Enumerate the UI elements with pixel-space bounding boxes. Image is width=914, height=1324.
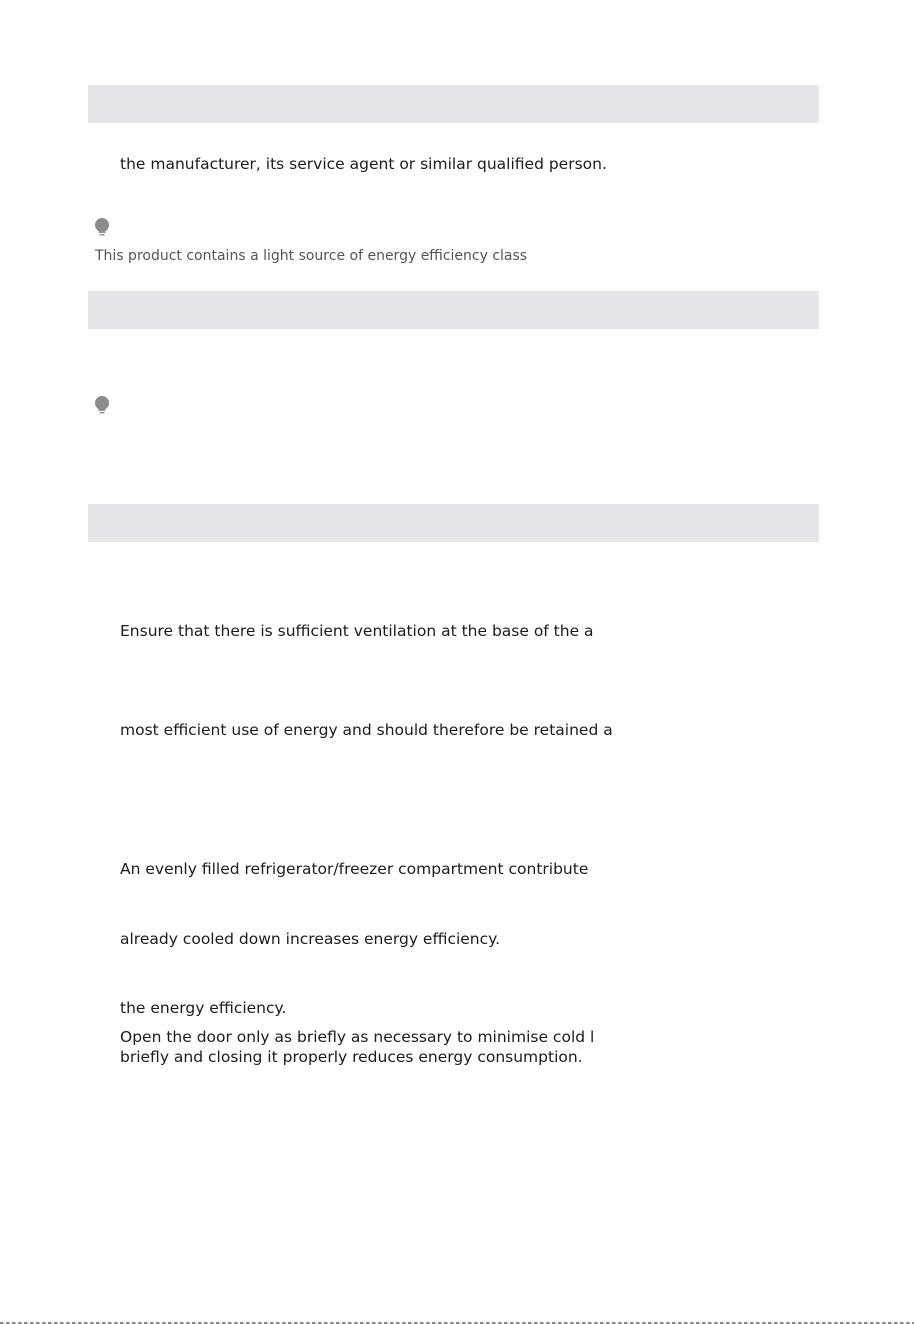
light-bulb-icon (93, 395, 111, 415)
light-bulb-icon (93, 217, 111, 237)
ventilation-text: Ensure that there is sufficient ventilation at the base of the a (120, 622, 594, 640)
manufacturer-text: the manufacturer, its service agent or similar qualified person. (120, 155, 607, 173)
open-door-text: Open the door only as briefly as necessary to minimise cold l (120, 1028, 595, 1046)
section-header-bar-1 (88, 85, 819, 123)
evenly-filled-text: An evenly filled refrigerator/freezer compartment contribute (120, 860, 589, 878)
cooled-down-text: already cooled down increases energy efficiency. (120, 930, 501, 948)
energy-efficiency-text: the energy efficiency. (120, 999, 287, 1017)
section-header-bar-2 (88, 291, 819, 329)
section-header-bar-3 (88, 504, 819, 542)
briefly-closing-text: briefly and closing it properly reduces energy consumption. (120, 1048, 583, 1066)
efficient-use-text: most efficient use of energy and should therefore be retained a (120, 721, 613, 739)
energy-class-note: This product contains a light source of energy efficiency class (95, 248, 528, 264)
